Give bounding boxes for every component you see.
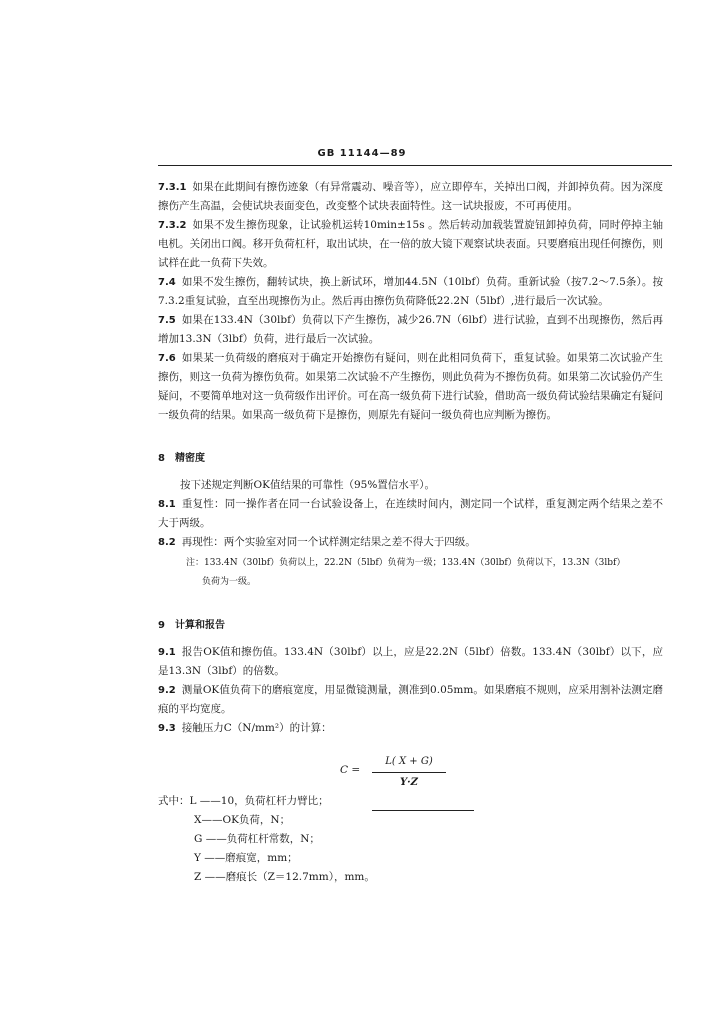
clause-7-3-2 (158, 216, 663, 273)
formula-legend-lead: 式中： (158, 795, 190, 807)
clause-number: 9.2 (158, 685, 176, 696)
formula-legend-item: G ——负荷杠杆常数，N； (194, 833, 320, 845)
section-8-heading (158, 449, 663, 468)
clause-text: 报告OK值和擦伤值。133.4N（30lbf）以上，应是22.2N（5lbf）倍数。133.4N（30lbf）以下，应是13.3N（3lbf）的倍数。 (158, 646, 663, 677)
clause-text: 接触压力C（N/mm²）的计算： (181, 722, 332, 734)
formula-numerator: L( X + G) (372, 752, 446, 773)
clause-7-4 (158, 273, 663, 311)
formula-denominator: Y·Z (400, 777, 418, 788)
clause-8-2 (158, 533, 663, 552)
note-line-2: 负荷为一级。 (202, 577, 257, 587)
clause-number: 8.1 (158, 499, 176, 510)
formula-legend-item: Z ——磨痕长（Z＝12.7mm），mm。 (194, 871, 375, 883)
section-number: 9 (158, 620, 165, 631)
clause-number: 7.5 (158, 315, 176, 326)
section-number: 8 (158, 453, 165, 464)
section-8-intro: 按下述规定判断OK值结果的可靠性（95%置信水平）。 (180, 479, 436, 491)
section-9-heading (158, 616, 663, 635)
clause-number: 8.2 (158, 537, 176, 548)
clause-7-5 (158, 311, 663, 349)
end-rule (372, 810, 474, 811)
clause-text: 如果某一负荷级的磨痕对于确定开始擦伤有疑问，则在此相同负荷下，重复试验。如果第二次试验产生擦伤，则这一负荷为擦伤负荷。如果第二次试验不产生擦伤，则此负荷为不擦伤负荷。如果第二次试验仍产生疑问，不要简单地对这一负荷级作出评价。可在高一级负荷下进行试验，借助高一级负荷试验结果确定有疑问一级负荷的结果。如果高一级负荷下是擦伤，则原先有疑问一级负荷也应判断为擦伤。 (158, 352, 663, 421)
note-line-1: 注：133.4N（30lbf）负荷以上，22.2N（5lbf）负荷为一级；133.4N（30lbf）负荷以下，13.3N（3lbf） (186, 558, 626, 568)
section-title: 计算和报告 (174, 620, 225, 631)
clause-number: 9.1 (158, 647, 176, 658)
formula-legend-item: Y ——磨痕宽，mm； (194, 852, 298, 864)
clause-text: 如果在133.4N（30lbf）负荷以下产生擦伤，减少26.7N（6lbf）进行试验，直到不出现擦伤，然后再增加13.3N（3lbf）负荷，进行最后一次试验。 (158, 314, 663, 345)
clause-text: 如果不发生擦伤，翻转试块，换上新试环，增加44.5N（10lbf）负荷。重新试验（按7.2～7.5条）。按7.3.2重复试验，直至出现擦伤为止。然后再由擦伤负荷降低22.2N（5lbf）,进行最后一次试验。 (158, 276, 663, 307)
clause-text: 测量OK值负荷下的磨痕宽度，用显微镜测量，测准到0.05mm。如果磨痕不规则，应采用割补法测定磨痕的平均宽度。 (158, 684, 663, 715)
clause-text: 重复性：同一操作者在同一台试验设备上，在连续时间内，测定同一个试样，重复测定两个结果之差不大于两级。 (158, 498, 663, 529)
clause-7-6 (158, 349, 663, 425)
document-body (158, 178, 663, 887)
clause-9-2 (158, 681, 663, 719)
section-title: 精密度 (174, 453, 205, 464)
formula-legend-item: X——OK负荷，N； (194, 814, 291, 826)
formula-lhs: C = (340, 764, 361, 776)
header-rule (158, 165, 672, 166)
clause-text: 如果不发生擦伤现象，让试验机运转10min±15s 。然后转动加载装置旋钮卸掉负荷，同时停掉主轴电机。关闭出口阀。移开负荷杠杆，取出试块，在一倍的放大镜下观察试块表面。只要磨痕出现任何擦伤，则试样在此一负荷下失效。 (158, 219, 663, 269)
clause-9-1 (158, 643, 663, 681)
clause-number: 7.3.1 (158, 182, 187, 193)
formula-fraction (372, 752, 446, 792)
formula-legend-item: L ——10，负荷杠杆力臂比； (189, 795, 329, 807)
clause-7-3-1 (158, 178, 663, 216)
clause-number: 7.4 (158, 277, 176, 288)
clause-9-3 (158, 719, 663, 738)
formula-legend (158, 792, 663, 887)
contact-pressure-formula (158, 752, 663, 786)
formula-legend-row (158, 792, 663, 811)
clause-number: 7.3.2 (158, 220, 187, 231)
section-8-note (158, 554, 663, 592)
clause-text: 再现性：两个实验室对同一个试样测定结果之差不得大于四级。 (181, 536, 476, 548)
page-header: GB 11144—89 (317, 148, 407, 159)
clause-number: 7.6 (158, 353, 176, 364)
clause-number: 9.3 (158, 723, 176, 734)
clause-8-1 (158, 495, 663, 533)
clause-text: 如果在此期间有擦伤迹象（有异常震动、噪音等），应立即停车，关掉出口阀，并卸掉负荷。因为深度擦伤产生高温，会使试块表面变色，改变整个试块表面特性。这一试块报废，不可再使用。 (158, 181, 663, 212)
